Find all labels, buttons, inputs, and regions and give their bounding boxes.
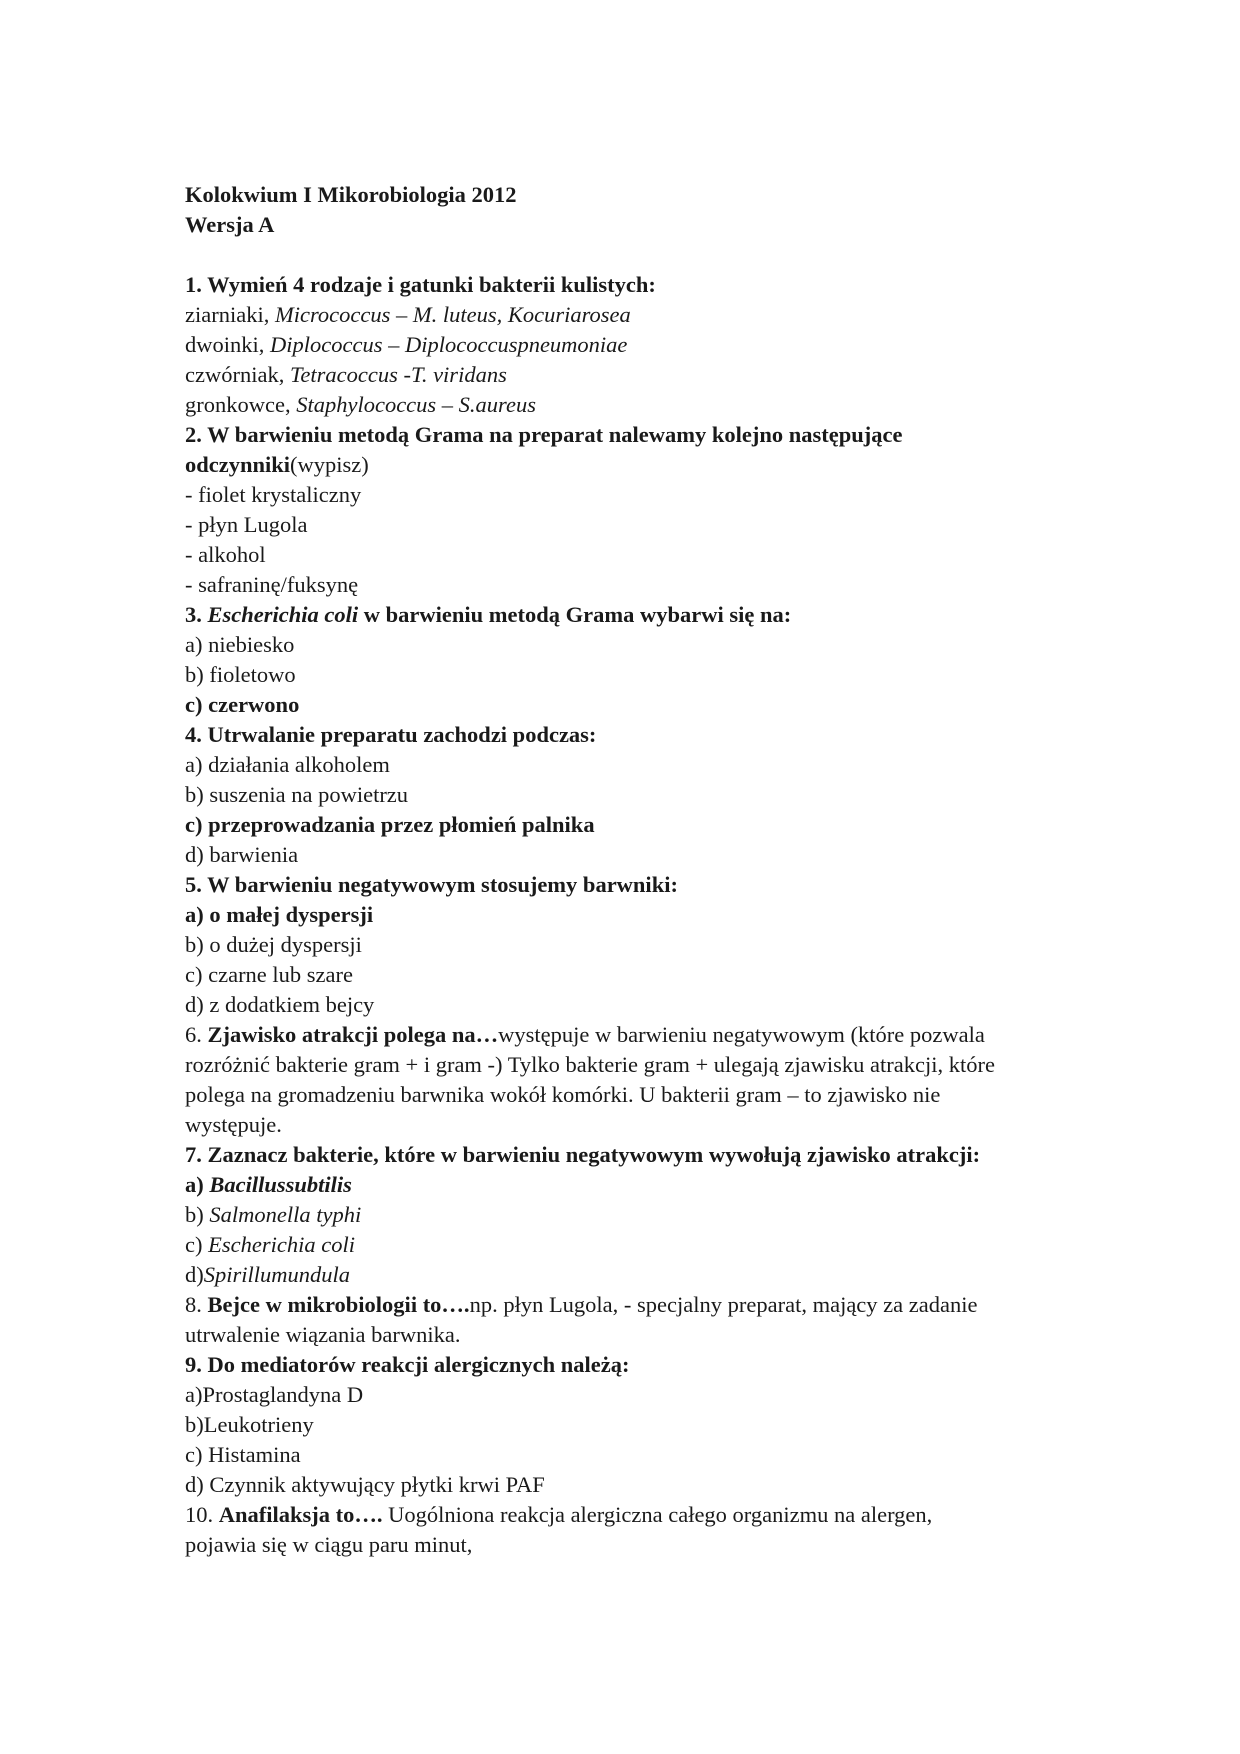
q2-answer-3: - alkohol (185, 542, 266, 567)
question-9: 9. Do mediatorów reakcji alergicznych należą: (185, 1352, 630, 1377)
q3-option-c-correct: c) czerwono (185, 692, 300, 717)
question-6-line-3: polega na gromadzeniu barwnika wokół komórki. U bakterii gram – to zjawisko nie (185, 1082, 941, 1107)
question-6-line-1: 6. Zjawisko atrakcji polega na…występuje w barwieniu negatywowym (które pozwala (185, 1022, 985, 1047)
question-8-line-2: utrwalenie wiązania barwnika. (185, 1322, 461, 1347)
q9-option-a: a)Prostaglandyna D (185, 1382, 364, 1407)
spacer (185, 240, 1105, 270)
document-body (185, 180, 1105, 1560)
question-5: 5. W barwieniu negatywowym stosujemy barwniki: (185, 872, 678, 897)
question-6-line-4: występuje. (185, 1112, 282, 1137)
q4-option-a: a) działania alkoholem (185, 752, 390, 777)
q9-option-d: d) Czynnik aktywujący płytki krwi PAF (185, 1472, 545, 1497)
q3-option-b: b) fioletowo (185, 662, 296, 687)
q4-option-b: b) suszenia na powietrzu (185, 782, 409, 807)
q9-option-b: b)Leukotrieny (185, 1412, 314, 1437)
q5-option-b: b) o dużej dyspersji (185, 932, 362, 957)
q7-option-d: d)Spirillumundula (185, 1262, 351, 1287)
q7-option-a-correct: a) Bacillussubtilis (185, 1172, 352, 1197)
q5-option-d: d) z dodatkiem bejcy (185, 992, 375, 1017)
q4-option-d: d) barwienia (185, 842, 299, 867)
document-version: Wersja A (185, 212, 275, 237)
q7-option-c: c) Escherichia coli (185, 1232, 355, 1257)
question-8-line-1: 8. Bejce w mikrobiologii to….np. płyn Lugola, - specjalny preparat, mający za zadanie (185, 1292, 978, 1317)
question-6-line-2: rozróżnić bakterie gram + i gram -) Tylko bakterie gram + ulegają zjawisku atrakcji, które (185, 1052, 995, 1077)
q5-option-c: c) czarne lub szare (185, 962, 354, 987)
q2-answer-1: - fiolet krystaliczny (185, 482, 362, 507)
question-4: 4. Utrwalanie preparatu zachodzi podczas: (185, 722, 597, 747)
question-10-line-1: 10. Anafilaksja to…. Uogólniona reakcja alergiczna całego organizmu na alergen, (185, 1502, 933, 1527)
document-title: Kolokwium I Mikorobiologia 2012 (185, 182, 517, 207)
q5-option-a-correct: a) o małej dyspersji (185, 902, 374, 927)
q2-answer-2: - płyn Lugola (185, 512, 308, 537)
q1-answer-3: czwórniak, Tetracoccus -T. viridans (185, 362, 507, 387)
question-10-line-2: pojawia się w ciągu paru minut, (185, 1532, 473, 1557)
question-2: 2. W barwieniu metodą Grama na preparat nalewamy kolejno następujące (185, 422, 903, 447)
q1-answer-1: ziarniaki, Micrococcus – M. luteus, Kocuriarosea (185, 302, 631, 327)
q7-option-b: b) Salmonella typhi (185, 1202, 362, 1227)
q3-option-a: a) niebiesko (185, 632, 295, 657)
question-3: 3. Escherichia coli w barwieniu metodą Grama wybarwi się na: (185, 602, 792, 627)
question-1: 1. Wymień 4 rodzaje i gatunki bakterii kulistych: (185, 272, 656, 297)
question-7: 7. Zaznacz bakterie, które w barwieniu negatywowym wywołują zjawisko atrakcji: (185, 1142, 981, 1167)
q2-answer-4: - safraninę/fuksynę (185, 572, 359, 597)
q1-answer-2: dwoinki, Diplococcus – Diplococcuspneumoniae (185, 332, 628, 357)
question-2-cont: odczynniki(wypisz) (185, 452, 369, 477)
q1-answer-4: gronkowce, Staphylococcus – S.aureus (185, 392, 536, 417)
q9-option-c: c) Histamina (185, 1442, 301, 1467)
q4-option-c-correct: c) przeprowadzania przez płomień palnika (185, 812, 595, 837)
